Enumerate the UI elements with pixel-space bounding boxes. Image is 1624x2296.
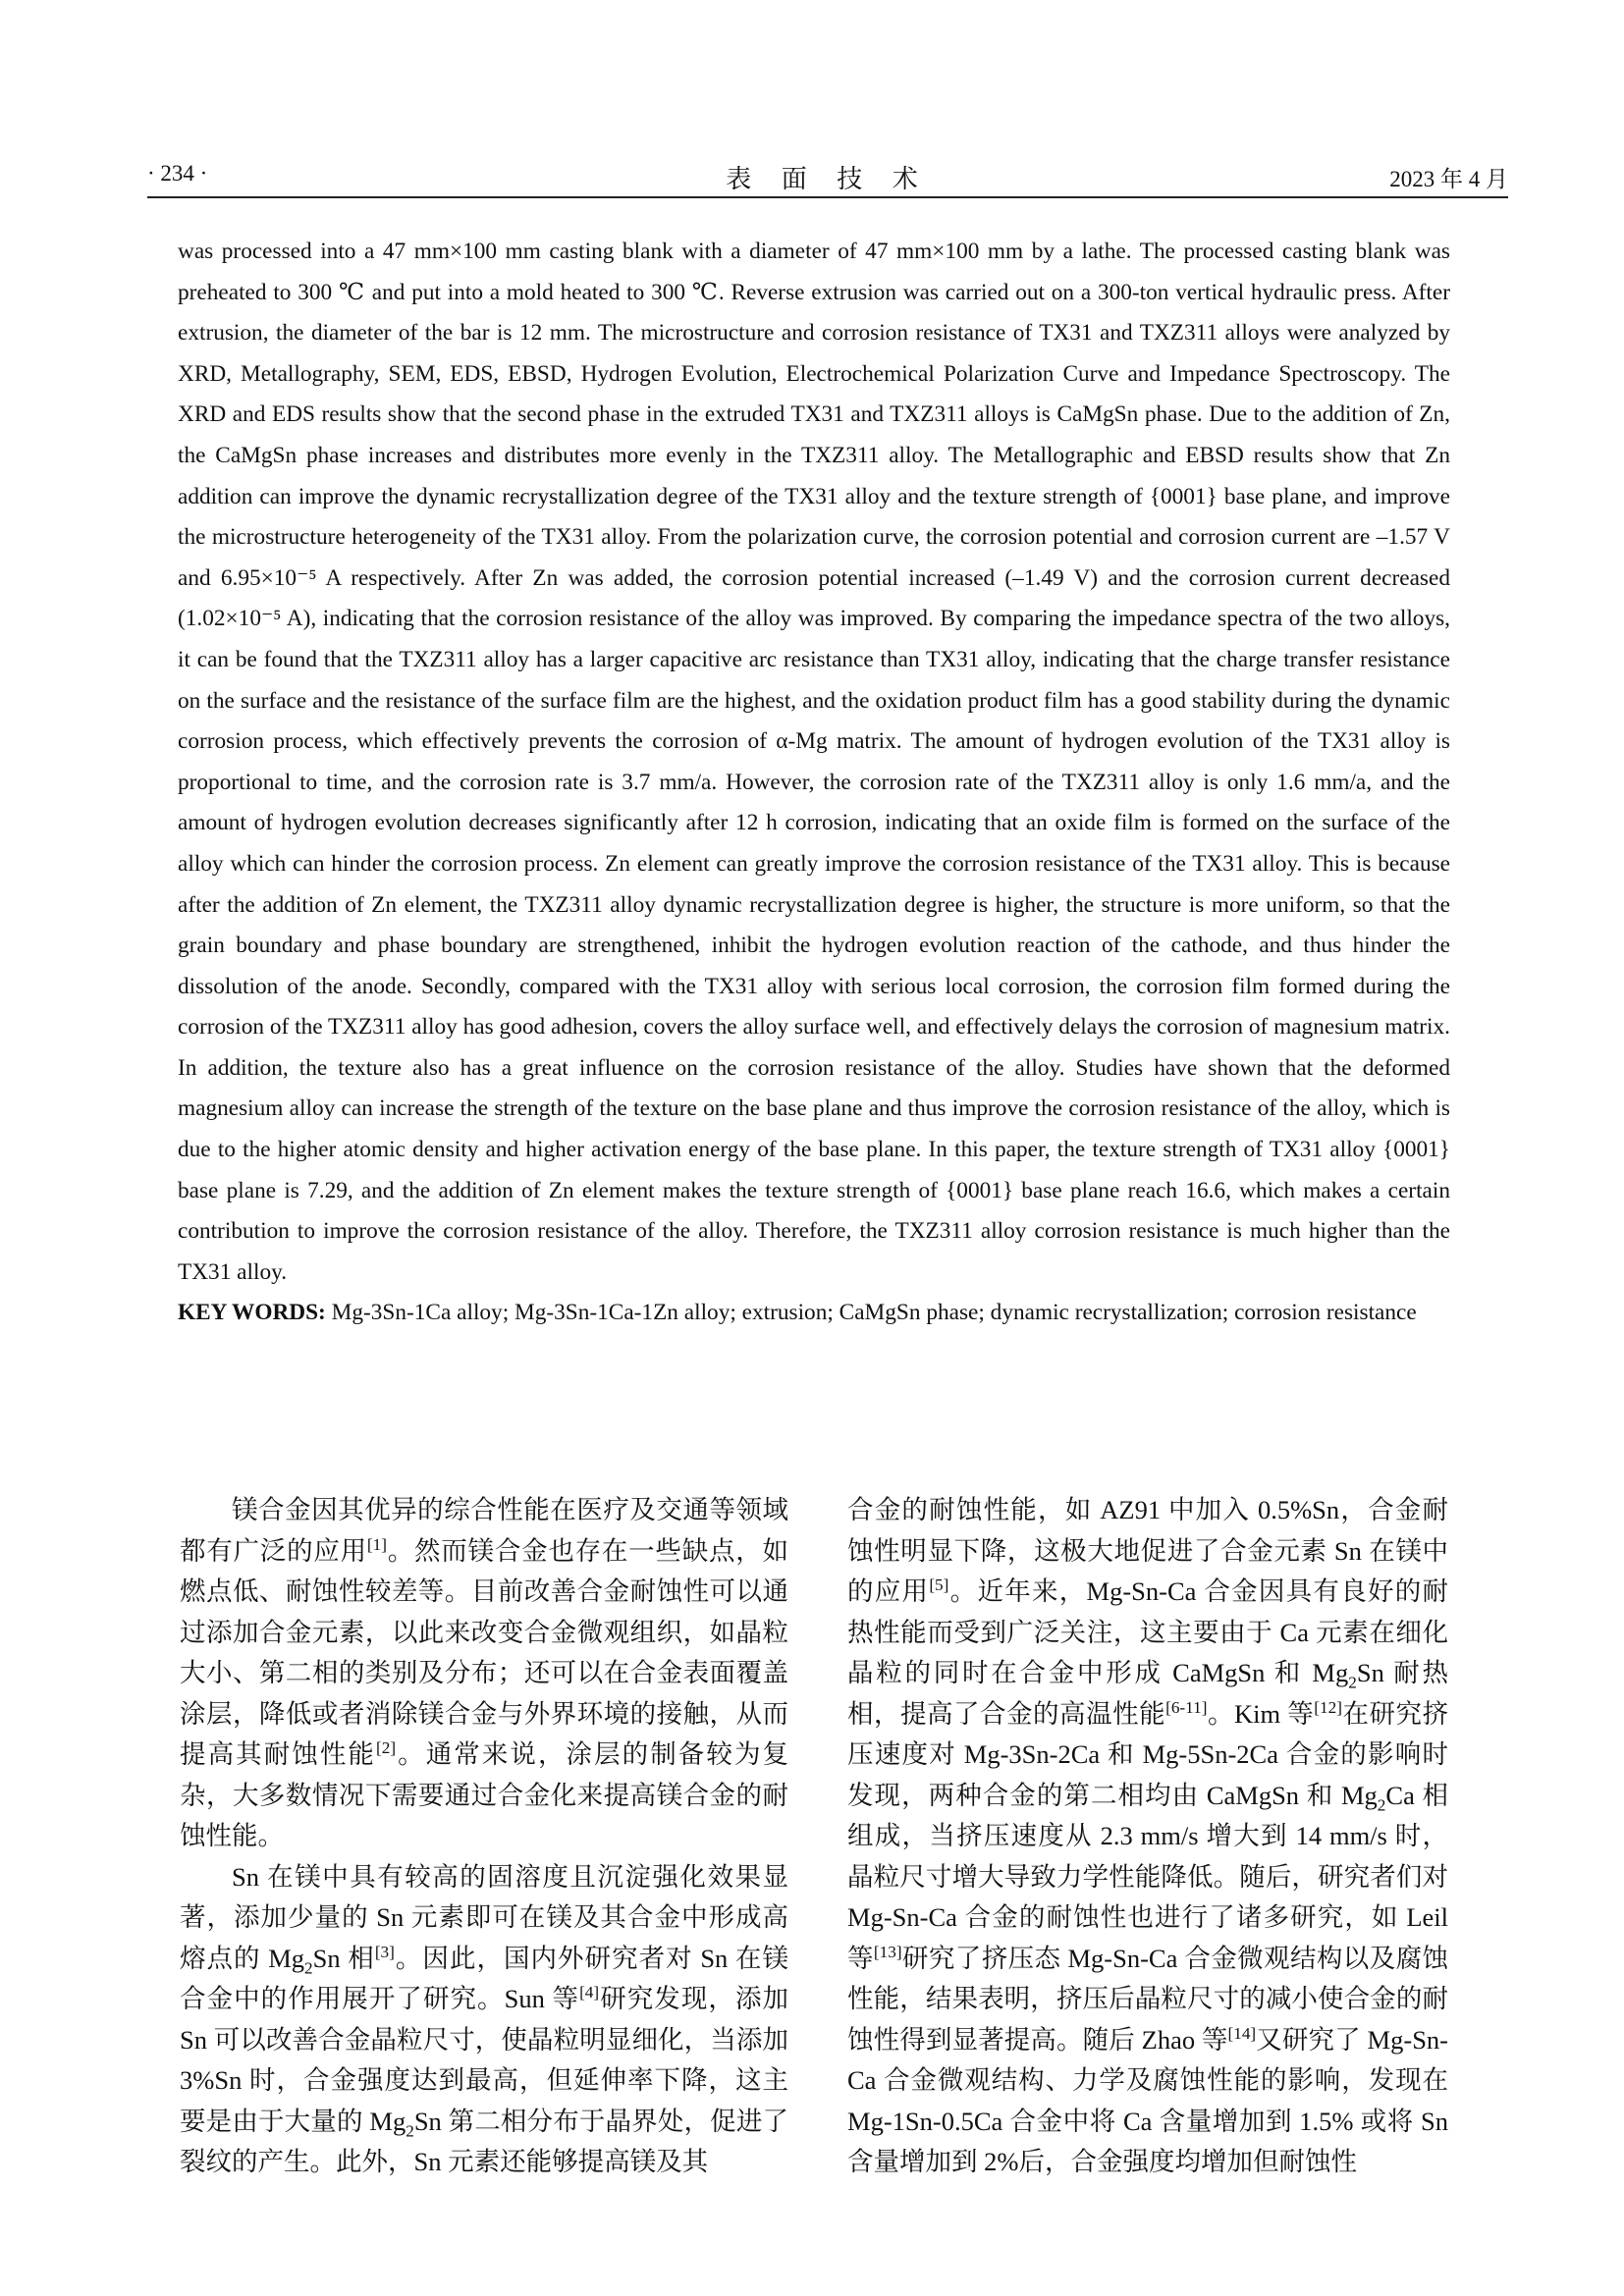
citation-ref: [6-11] (1165, 1697, 1208, 1717)
keywords-line (178, 1293, 1450, 1334)
body-column-right (847, 1490, 1448, 2183)
journal-title: 表 面 技 术 (726, 165, 930, 193)
citation-ref: [1] (366, 1534, 387, 1554)
citation-ref: [5] (929, 1575, 949, 1595)
citation-ref: [14] (1227, 2023, 1257, 2043)
keywords-text: Mg-3Sn-1Ca alloy; Mg-3Sn-1Ca-1Zn alloy; extrusion; CaMgSn phase; dynamic recrystallization; corrosion resistance (331, 1300, 1417, 1326)
body-column-left (180, 1490, 788, 2183)
english-abstract (178, 232, 1450, 1334)
citation-ref: [3] (374, 1942, 395, 1961)
issue-date: 2023 年 4 月 (1389, 167, 1508, 191)
page-number: · 234 · (147, 161, 208, 186)
citation-ref: [13] (873, 1942, 902, 1961)
abstract-text: was processed into a 47 mm×100 mm casting blank with a diameter of 47 mm×100 mm by a lathe. The processed casting blank was preheated to 300 ℃ and put into a mold heated to 300 ℃. Reverse extrusion was carried out on a 300-ton vertical hydraulic press. After extrusion, the diameter of the bar is 12 mm. The microstructure and corrosion resistance of TX31 and TXZ311 alloys were analyzed by XRD, Metallography, SEM, EDS, EBSD, Hydrogen Evolution, Electrochemical Polarization Curve and Impedance Spectroscopy. The XRD and EDS results show that the second phase in the extruded TX31 and TXZ311 alloys is CaMgSn phase. Due to the addition of Zn, the CaMgSn phase increases and distributes more evenly in the TXZ311 alloy. The Metallographic and EBSD results show that Zn addition can improve the dynamic recrystallization degree of the TX31 alloy and the texture strength of {0001} base plane, and improve the microstructure heterogeneity of the TX31 alloy. From the polarization curve, the corrosion potential and corrosion current are –1.57 V and 6.95×10⁻⁵ A respectively. After Zn was added, the corrosion potential increased (–1.49 V) and the corrosion current decreased (1.02×10⁻⁵ A), indicating that the corrosion resistance of the alloy was improved. By comparing the impedance spectra of the two alloys, it can be found that the TXZ311 alloy has a larger capacitive arc resistance than TX31 alloy, indicating that the charge transfer resistance on the surface and the resistance of the surface film are the highest, and the oxidation product film has a good stability during the dynamic corrosion process, which effectively prevents the corrosion of α-Mg matrix. The amount of hydrogen evolution of the TX31 alloy is proportional to time, and the corrosion rate is 3.7 mm/a. However, the corrosion rate of the TXZ311 alloy is only 1.6 mm/a, and the amount of hydrogen evolution decreases significantly after 12 h corrosion, indicating that an oxide film is formed on the surface of the alloy which can hinder the corrosion process. Zn element can greatly improve the corrosion resistance of the TX31 alloy. This is because after the addition of Zn element, the TXZ311 alloy dynamic recrystallization degree is higher, the structure is more uniform, so that the grain boundary and phase boundary are strengthened, inhibit the hydrogen evolution reaction of the cathode, and thus hinder the dissolution of the anode. Secondly, compared with the TX31 alloy with serious local corrosion, the corrosion film formed during the corrosion of the TXZ311 alloy has good adhesion, covers the alloy surface well, and effectively delays the corrosion of magnesium matrix. In addition, the texture also has a great influence on the corrosion resistance of the alloy. Studies have shown that the deformed magnesium alloy can increase the strength of the texture on the base plane and thus improve the corrosion resistance of the alloy, which is due to the higher atomic density and higher activation energy of the base plane. In this paper, the texture strength of TX31 alloy {0001} base plane is 7.29, and the addition of Zn element makes the texture strength of {0001} base plane reach 16.6, which makes a certain contribution to improve the corrosion resistance of the alloy. Therefore, the TXZ311 alloy corrosion resistance is much higher than the TX31 alloy. (178, 239, 1450, 1285)
running-header (147, 157, 1508, 198)
keywords-label: KEY WORDS: (178, 1300, 326, 1326)
paragraph-sn: Sn 在镁中具有较高的固溶度且沉淀强化效果显著，添加少量的 Sn 元素即可在镁及其合金中形成高熔点的 $Mg_2Sn$ 相[3]。因此，国内外研究者对 Sn 在镁合金中的作用展开了研究。Sun 等[4]研究发现，添加 Sn 可以改善合金晶粒尺寸，使晶粒明显细化，当添加 3%Sn 时，合金强度达到最高，但延伸率下降，这主要是由于大量的 $Mg_2Sn$ 第二相分布于晶界处，促进了裂纹的产生。此外，Sn 元素还能够提高镁及其 (180, 1861, 788, 2176)
citation-ref: [4] (579, 1983, 600, 2002)
citation-ref: [12] (1314, 1697, 1342, 1717)
paragraph-intro: 镁合金因其优异的综合性能在医疗及交通等领域都有广泛的应用[1]。然而镁合金也存在一些缺点，如燃点低、耐蚀性较差等。目前改善合金耐蚀性可以通过添加合金元素，以此来改变合金微观组织，如晶粒大小、第二相的类别及分布；还可以在合金表面覆盖涂层，降低或者消除镁合金与外界环境的接触，从而提高其耐蚀性能[2]。通常来说，涂层的制备较为复杂，大多数情况下需要通过合金化来提高镁合金的耐蚀性能。 (180, 1495, 789, 1850)
citation-ref: [2] (375, 1738, 397, 1758)
paragraph-continued: 合金的耐蚀性能，如 AZ91 中加入 0.5%Sn，合金耐蚀性明显下降，这极大地促进了合金元素 Sn 在镁中的应用[5]。近年来，Mg-Sn-Ca 合金因具有良好的耐热性能而受到广泛关注，这主要由于 Ca 元素在细化晶粒的同时在合金中形成 CaMgSn 和 $Mg_2Sn$ 耐热相，提高了合金的高温性能[6-11]。Kim 等[12]在研究挤压速度对 Mg-3Sn-2Ca 和 Mg-5Sn-2Ca 合金的影响时发现，两种合金的第二相均由 CaMgSn 和 $Mg_2Ca$ 相组成，当挤压速度从 2.3 mm/s 增大到 14 mm/s 时，晶粒尺寸增大导致力学性能降低。随后，研究者们对 Mg-Sn-Ca 合金的耐蚀性也进行了诸多研究，如 Leil 等[13]研究了挤压态 Mg-Sn-Ca 合金微观结构以及腐蚀性能，结果表明，挤压后晶粒尺寸的减小使合金的耐蚀性得到显著提高。随后 Zhao 等[14]又研究了 Mg-Sn-Ca 合金微观结构、力学及腐蚀性能的影响，发现在 Mg-1Sn-0.5Ca 合金中将 Ca 含量增加到 1.5% 或将 Sn 含量增加到 2%后，合金强度均增加但耐蚀性 (847, 1495, 1449, 2176)
